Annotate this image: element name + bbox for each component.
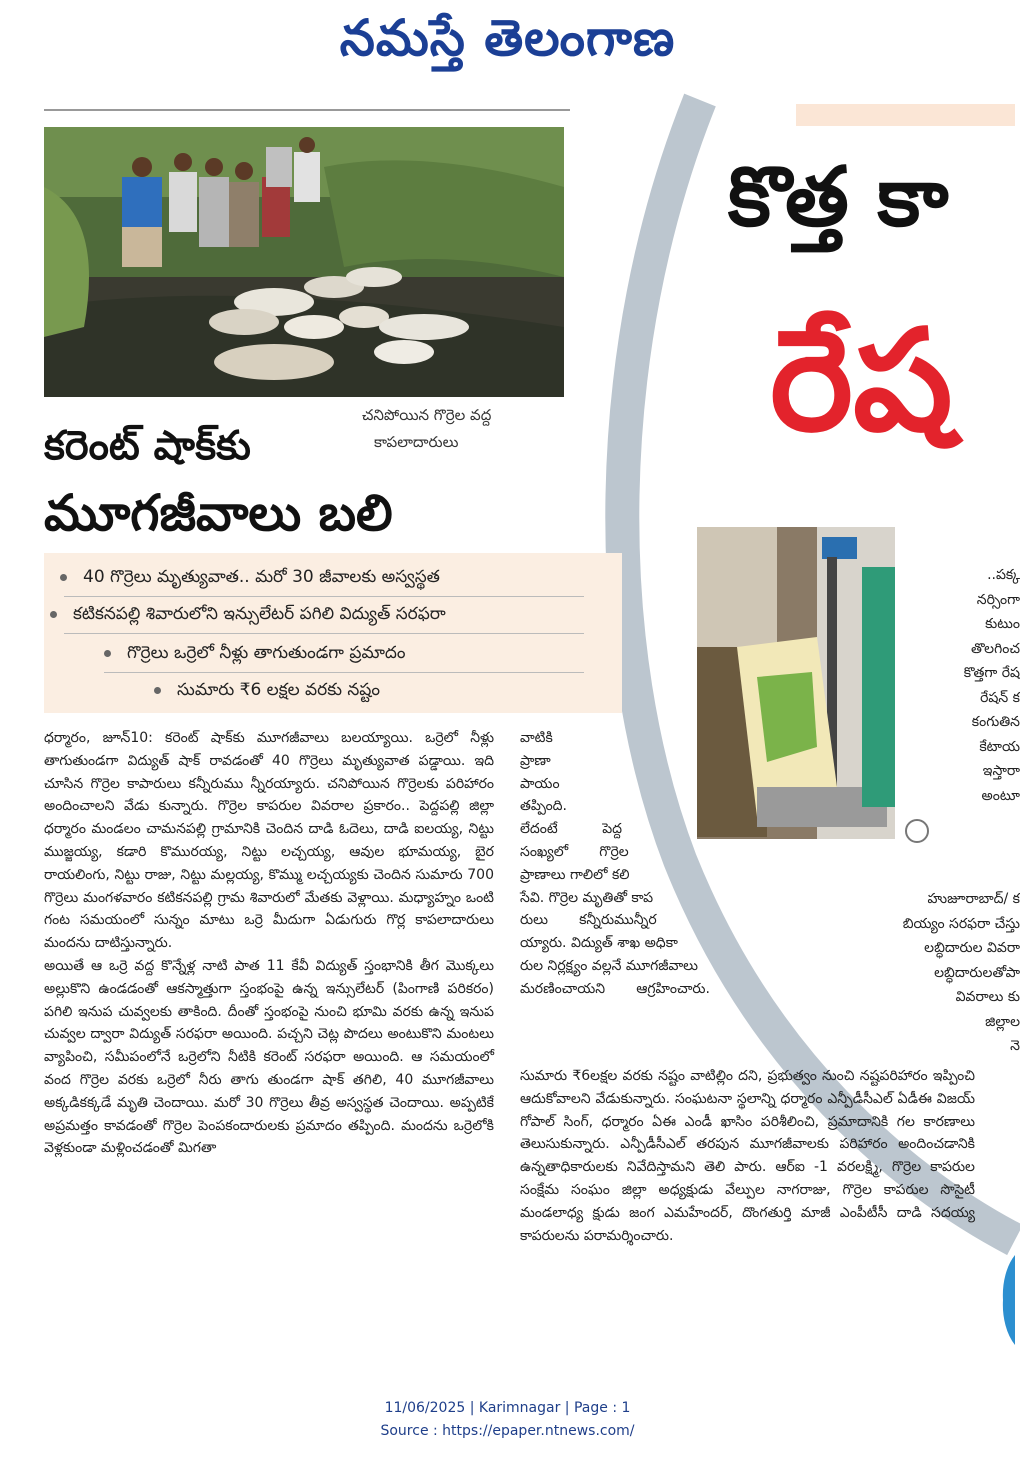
article-paragraph: అయితే ఆ ఒర్రె వద్ద కొన్నేళ్ల నాటి పాత 11 కేవీ విద్యుత్ స్తంభానికి తీగ మొక్కలు అల్లుకొని ఉండడంతో ఆకస్మాత్తుగా స్తంభంపై ఉన్న ఇన్సులేటర్ (పింగాణి పరికరం) పగిలి ఇనుప చువ్వలకు తాకింది. దీంతో స్తంభంపై నుంచి భూమి వరకు ఉన్న ఇనుప చువ్వల ద్వారా విద్యుత్ సరఫరా అయింది. పచ్చని చెట్ల పొదలు అంటుకొని మంటలు వ్యాపించి, సమీపంలోనే ఒర్రెలోని నీటికి కరెంట్ సరఫరా అయింది. ఆ సమయంలో వంద గొర్రెల వరకు ఒర్రెలో నీరు తాగు తుండగా షాక్ తగిలి, 40 మూగజీవాలు అక్కడికక్కడే మృతి చెందాయి. మరో 30 గొర్రెలు తీవ్ర అస్వస్థత చెందాయి. అప్పటికే అప్రమత్తం కావడంతో గొర్రెల పెంపకందారులకు ప్రమాదం తప్పింది. మందను ఒర్రెలోకి వెళ్లకుండా మళ్లించడంతో మిగతా	[44, 957, 494, 1157]
highlight-item	[154, 680, 380, 704]
caption-line: కాపలాదారులు	[374, 433, 459, 451]
article-line: సంఖ్యలో గొర్రెల	[520, 843, 629, 860]
right-headline-red: రేష	[770, 300, 953, 463]
right-story-text-upper	[860, 563, 1020, 808]
article-line: ప్రాణాలు గాలిలో కలి	[520, 866, 630, 883]
right-text-line: కొత్తగా రేష	[963, 665, 1020, 681]
right-text-line: వివరాలు కు	[955, 989, 1020, 1005]
footer-source-link[interactable]: Source : https://epaper.ntnews.com/	[380, 1423, 635, 1439]
highlight-divider	[104, 672, 584, 673]
highlight-item	[60, 567, 440, 591]
highlight-item	[104, 643, 406, 667]
right-text-line: కుటుం	[985, 616, 1020, 632]
highlight-text: సుమారు ₹6 లక్షల వరకు నష్టం	[177, 680, 381, 700]
highlight-text: గొర్రెలు ఒర్రెలో నీళ్లు తాగుతుండగా ప్రమాదం	[127, 643, 406, 663]
right-text-line: హుజూరాబాద్/ క	[927, 891, 1020, 907]
caption-line: చనిపోయిన గొర్రెల వద్ద	[362, 406, 492, 424]
right-text-line: లబ్ధిదారుల వివరా	[924, 940, 1020, 956]
right-text-line: ఇస్తారా	[982, 763, 1020, 779]
right-story-text-lower	[850, 887, 1020, 1059]
headline-line-2: మూగజీవాలు బలి	[44, 484, 393, 542]
highlight-divider	[64, 633, 584, 634]
article-line: లేదంటే పెద్ద	[520, 821, 623, 838]
right-text-line: నర్సింగా	[976, 591, 1020, 608]
right-text-line: బియ్యం సరఫరా చేస్తు	[902, 915, 1020, 932]
article-line: వాటికి	[520, 730, 553, 746]
right-text-line: కంగుతిన	[971, 714, 1020, 730]
article-line: రులు కన్నీరుమున్నీర	[520, 912, 657, 929]
right-headline-black: కొత్త కా	[728, 150, 949, 245]
headline-line-1: కరెంట్ షాక్‌కు	[44, 423, 251, 469]
article-column-2-wide	[520, 1065, 975, 1247]
right-text-line: తొలగించ	[971, 640, 1020, 657]
article-paragraph: ధర్మారం, జూన్10: కరెంట్ షాక్‌కు మూగజీవాలు బలయ్యాయి. ఒర్రెలో నీళ్లు తాగుతుండగా విద్యుత్ షాక్ రావడంతో 40 గొర్రెలు మృత్యువాత పడ్డాయి. ఇది చూసిన గొర్రెల కాపారులు కన్నీరుము న్నీరయ్యారు. చనిపోయిన గొర్రెలకు పరిహారం అందించాలని వేడు కున్నారు. గొర్రెల కాపరుల వివరాల ప్రకారం.. పెద్దపల్లి జిల్లా ధర్మారం మండలం చామనపల్లి గ్రామానికి చెందిన దాడి ఓదెలు, దాడి ఐలయ్య, నిట్టు ముజ్జయ్య, కడారి కొమురయ్య, నిట్టు లచ్చయ్య, ఆవుల భూమయ్య, బైర రాయలింగు, నిట్టు రాజు, నిట్టు మల్లయ్య, కొమ్ము లచ్చయ్యకు చెందిన సుమారు 700 గొర్రెలు మంగళవారం కటికనపల్లి గ్రామ శివారులో మేతకు వెళ్లాయి. మధ్యాహ్నం ఒంటి గంట సమయంలో సున్నం మాటు ఒర్రె మీదుగా ఏడుగురు గొర్ల కాపలాదారులు మందను దాటిస్తున్నారు.	[44, 730, 494, 952]
right-text-line: కేటాయ	[979, 738, 1020, 755]
bullet-icon	[104, 650, 111, 657]
article-column-1	[44, 727, 494, 1160]
bullet-icon	[50, 611, 57, 618]
right-text-line: రేషన్ క	[980, 689, 1020, 706]
article-paragraph: సుమారు ₹6లక్షల వరకు నష్టం వాటిల్లిం దని, ప్రభుత్వం నుంచి నష్టపరిహారం ఇప్పించి ఆదుకోవాలని వేడుకున్నారు. సంఘటనా స్థలాన్ని ధర్మారం ఎన్పీడీసీఎల్ ఏడీఈ విజయ్ గోపాల్ సింగ్, ధర్మారం ఏఈ ఎండీ ఖాసిం పరిశీలించి, ప్రమాదానికి గల కారణాలు తెలుసుకున్నారు. ఎన్పీడీసీఎల్ తరపున మూగజీవాలకు పరిహారం అందించడానికి ఉన్నతాధికారులకు నివేదిస్తామని తెలి పారు. ఆర్ఐ -1 వరలక్ష్మి, గొర్రెల కాపరుల సంక్షేమ సంఘం జిల్లా అధ్యక్షుడు వేల్పుల నాగరాజు, గొర్రెల కాపరుల సొసైటీ మండలాధ్య క్షుడు జంగ ఎమహేందర్, దొంగతుర్తి మాజీ ఎంపీటీసీ దాడి సదయ్య కాపరులను పరామర్శించారు.	[520, 1068, 975, 1244]
article-line: సేవి. గొర్రెల మృతితో కాప	[520, 889, 654, 906]
right-text-line: జిల్లాల	[985, 1013, 1020, 1030]
footer-date-edition: 11/06/2025 | Karimnagar | Page : 1	[384, 1400, 631, 1416]
article-line: మరణించాయని ఆగ్రహించారు.	[520, 980, 710, 997]
bullet-icon	[60, 574, 67, 581]
article-line: ప్రాణా	[520, 752, 551, 769]
right-text-line: అంటూ	[981, 787, 1020, 804]
highlights-box	[44, 553, 622, 713]
highlight-item	[50, 604, 446, 628]
article-line: రుల నిర్లక్ష్యం వల్లనే మూగజీవాలు	[520, 957, 698, 974]
dead-sheep-photo	[44, 127, 564, 397]
article-line: య్యారు. విద్యుత్ శాఖ అధికా	[520, 935, 678, 952]
right-text-line: నె	[1010, 1038, 1020, 1054]
article-line: తప్పింది.	[520, 798, 568, 815]
highlight-divider	[64, 596, 584, 597]
article-line: పాయం	[520, 775, 560, 792]
right-text-line: ..పక్క	[987, 567, 1020, 583]
highlight-text: 40 గొర్రెలు మృత్యువాత.. మరో 30 జీవాలకు అస్వస్థత	[83, 567, 440, 587]
bullet-icon	[154, 687, 161, 694]
photo-caption	[362, 402, 562, 456]
article-column-2	[520, 727, 710, 1001]
highlight-text: కటికనపల్లి శివారులోని ఇన్సులేటర్ పగిలి విద్యుత్ సరఫరా	[73, 604, 446, 624]
newspaper-masthead: నమస్తే తెలంగాణ	[339, 8, 676, 67]
right-text-line: లబ్ధిదారులతోపా	[934, 964, 1020, 981]
page-footer	[0, 1397, 1015, 1443]
